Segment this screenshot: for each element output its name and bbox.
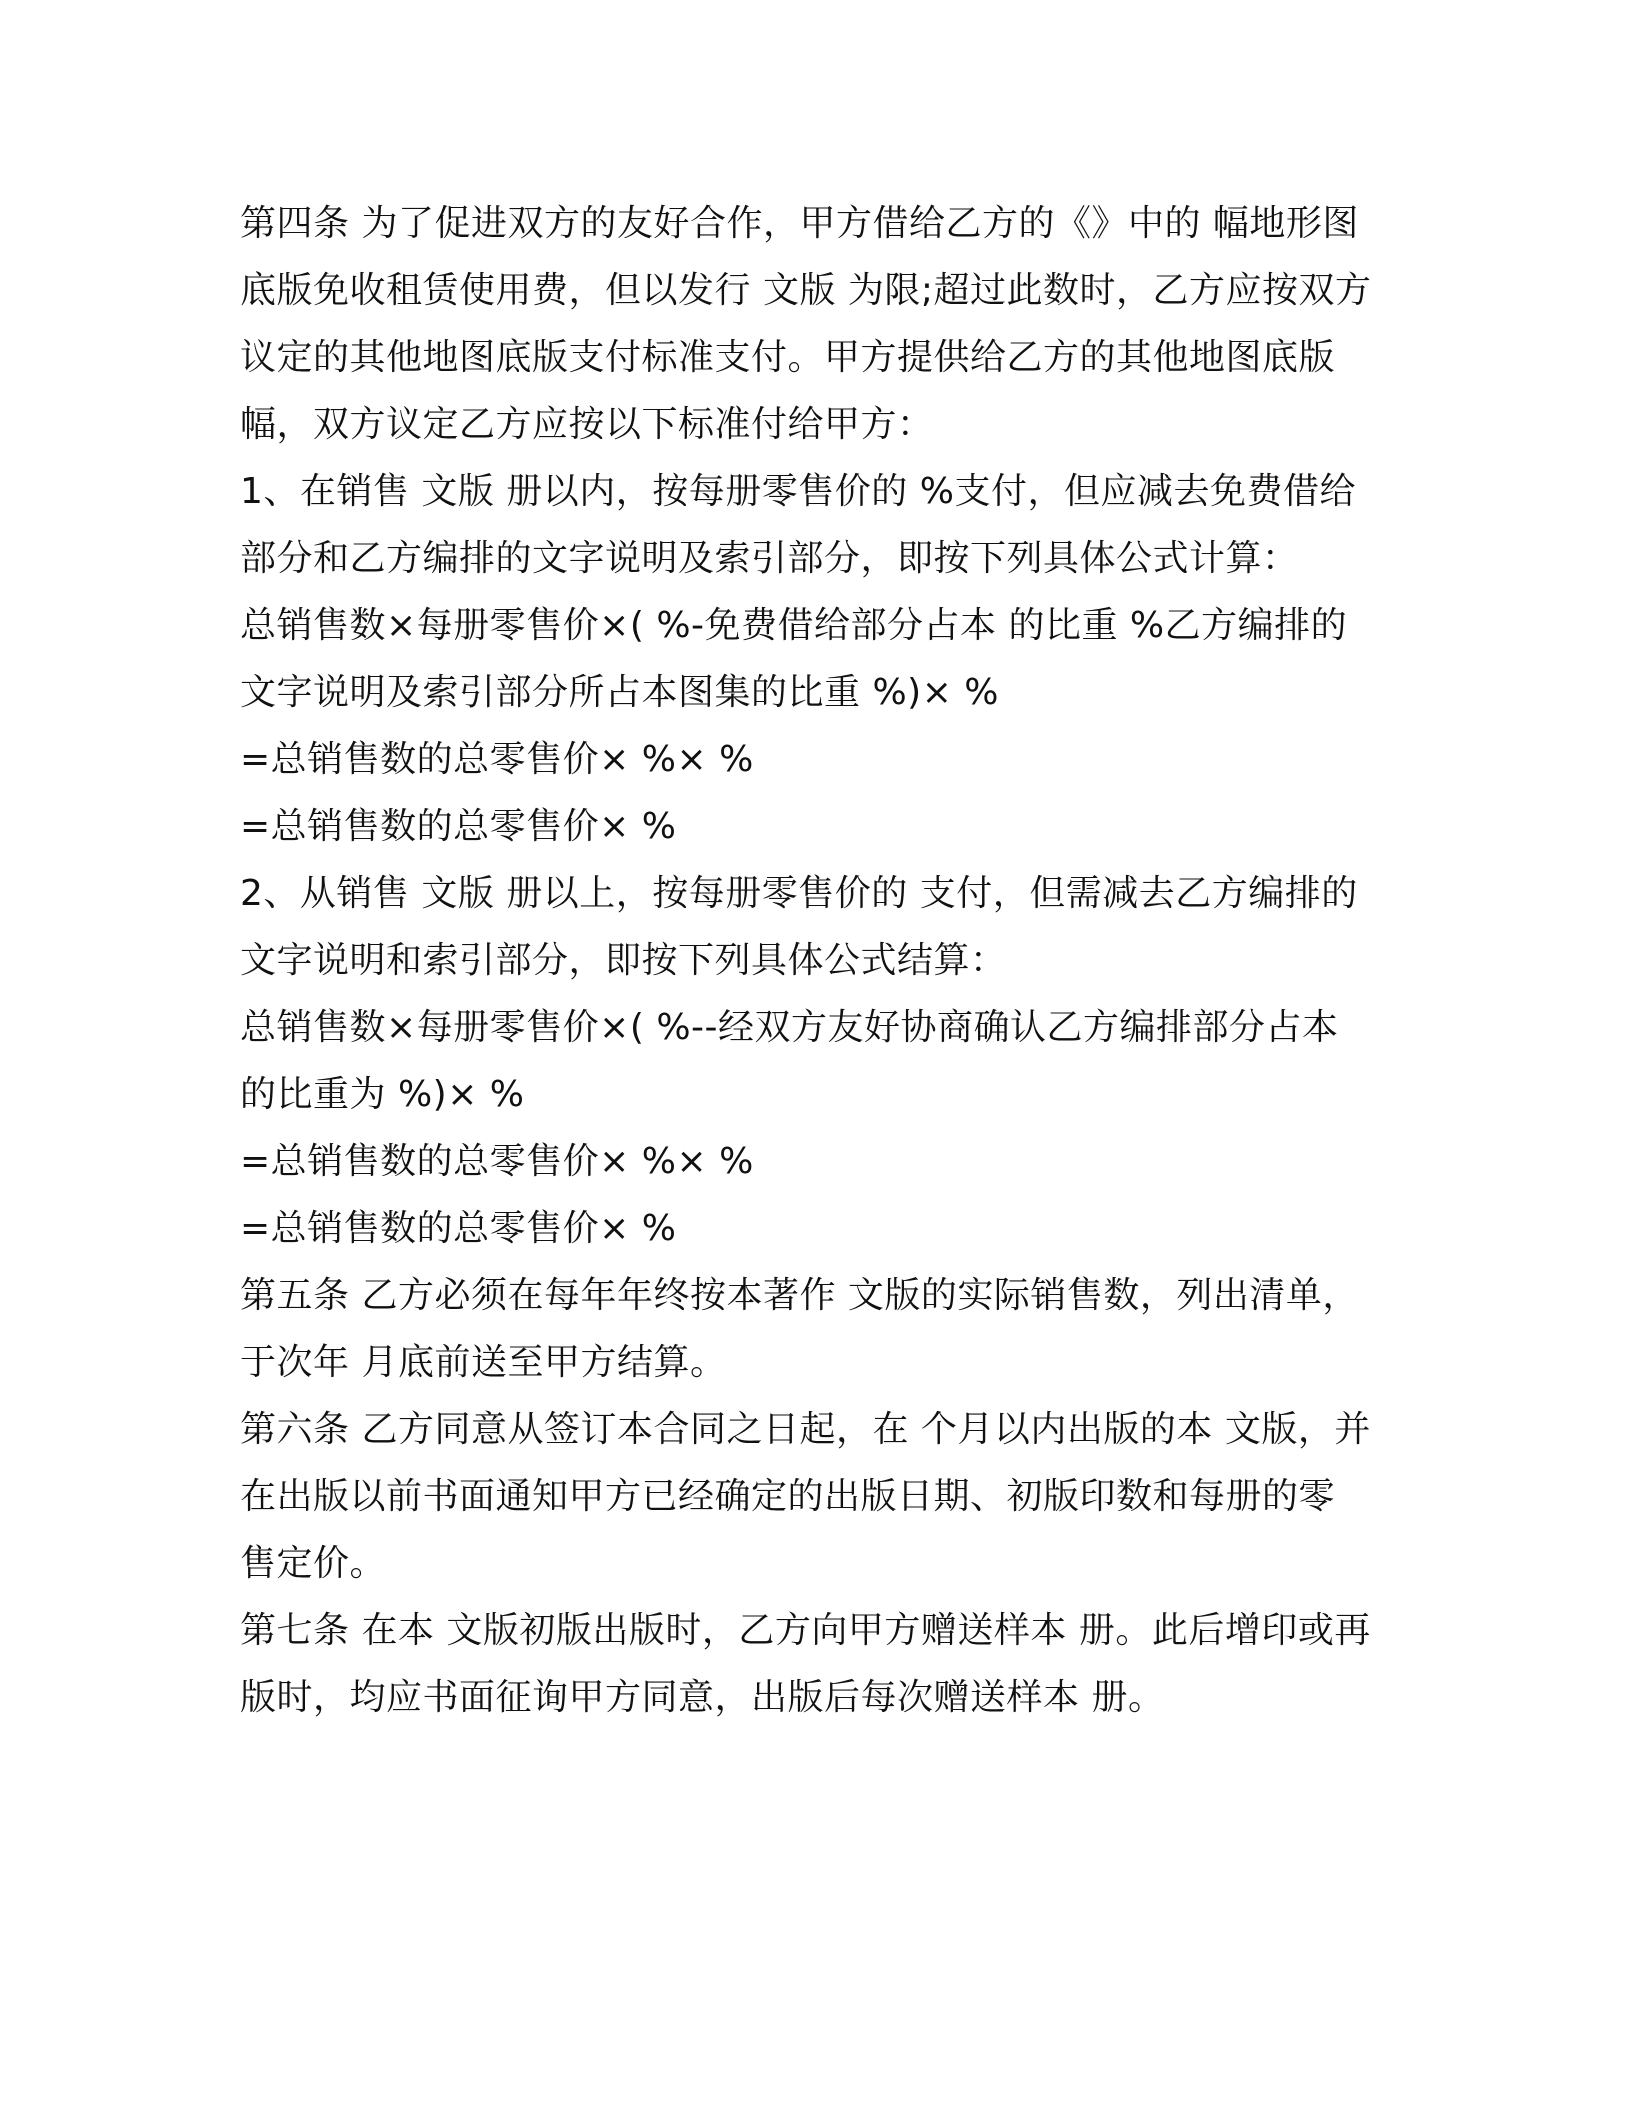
formula-2-step-2: =总销售数的总零售价× %× % — [240, 1141, 754, 1182]
formula-2-step-3: =总销售数的总零售价× % — [240, 1208, 677, 1249]
formula-2-line-1: 总销售数×每册零售价×( %--经双方友好协商确认乙方编排部分占本 — [240, 1007, 1339, 1048]
article-4-line-2: 底版免收租赁使用费，但以发行 文版 为限;超过此数时，乙方应按双方 — [240, 270, 1372, 311]
formula-1-step-3: =总销售数的总零售价× % — [240, 806, 677, 847]
article-6-line-1: 第六条 乙方同意从签订本合同之日起，在 个月以内出版的本 文版，并 — [240, 1409, 1371, 1450]
document-body — [240, 190, 1390, 1731]
article-7-line-2: 版时，均应书面征询甲方同意，出版后每次赠送样本 册。 — [240, 1677, 1165, 1718]
clause-2-line-1: 2、从销售 文版 册以上，按每册零售价的 支付，但需减去乙方编排的 — [240, 873, 1358, 914]
formula-2-line-2: 的比重为 %)× % — [240, 1074, 525, 1115]
article-5-line-1: 第五条 乙方必须在每年年终按本著作 文版的实际销售数，列出清单， — [240, 1275, 1359, 1316]
article-7-line-1: 第七条 在本 文版初版出版时，乙方向甲方赠送样本 册。此后增印或再 — [240, 1610, 1371, 1651]
article-4-line-1: 第四条 为了促进双方的友好合作，甲方借给乙方的《》中的 幅地形图 — [240, 203, 1359, 244]
article-4-line-3: 议定的其他地图底版支付标准支付。甲方提供给乙方的其他地图底版 — [240, 337, 1336, 378]
article-5-line-2: 于次年 月底前送至甲方结算。 — [240, 1342, 727, 1383]
formula-1-line-1: 总销售数×每册零售价×( %-免费借给部分占本 的比重 %乙方编排的 — [240, 605, 1348, 646]
article-4-line-4: 幅，双方议定乙方应按以下标准付给甲方： — [240, 404, 934, 445]
clause-2-line-2: 文字说明和索引部分，即按下列具体公式结算： — [240, 940, 1007, 981]
formula-1-line-2: 文字说明及索引部分所占本图集的比重 %)× % — [240, 672, 1000, 713]
article-6-line-3: 售定价。 — [240, 1543, 387, 1584]
article-6-line-2: 在出版以前书面通知甲方已经确定的出版日期、初版印数和每册的零 — [240, 1476, 1336, 1517]
clause-1-line-2: 部分和乙方编排的文字说明及索引部分，即按下列具体公式计算： — [240, 538, 1299, 579]
formula-1-step-2: =总销售数的总零售价× %× % — [240, 739, 754, 780]
clause-1-line-1: 1、在销售 文版 册以内，按每册零售价的 %支付，但应减去免费借给 — [240, 471, 1356, 512]
